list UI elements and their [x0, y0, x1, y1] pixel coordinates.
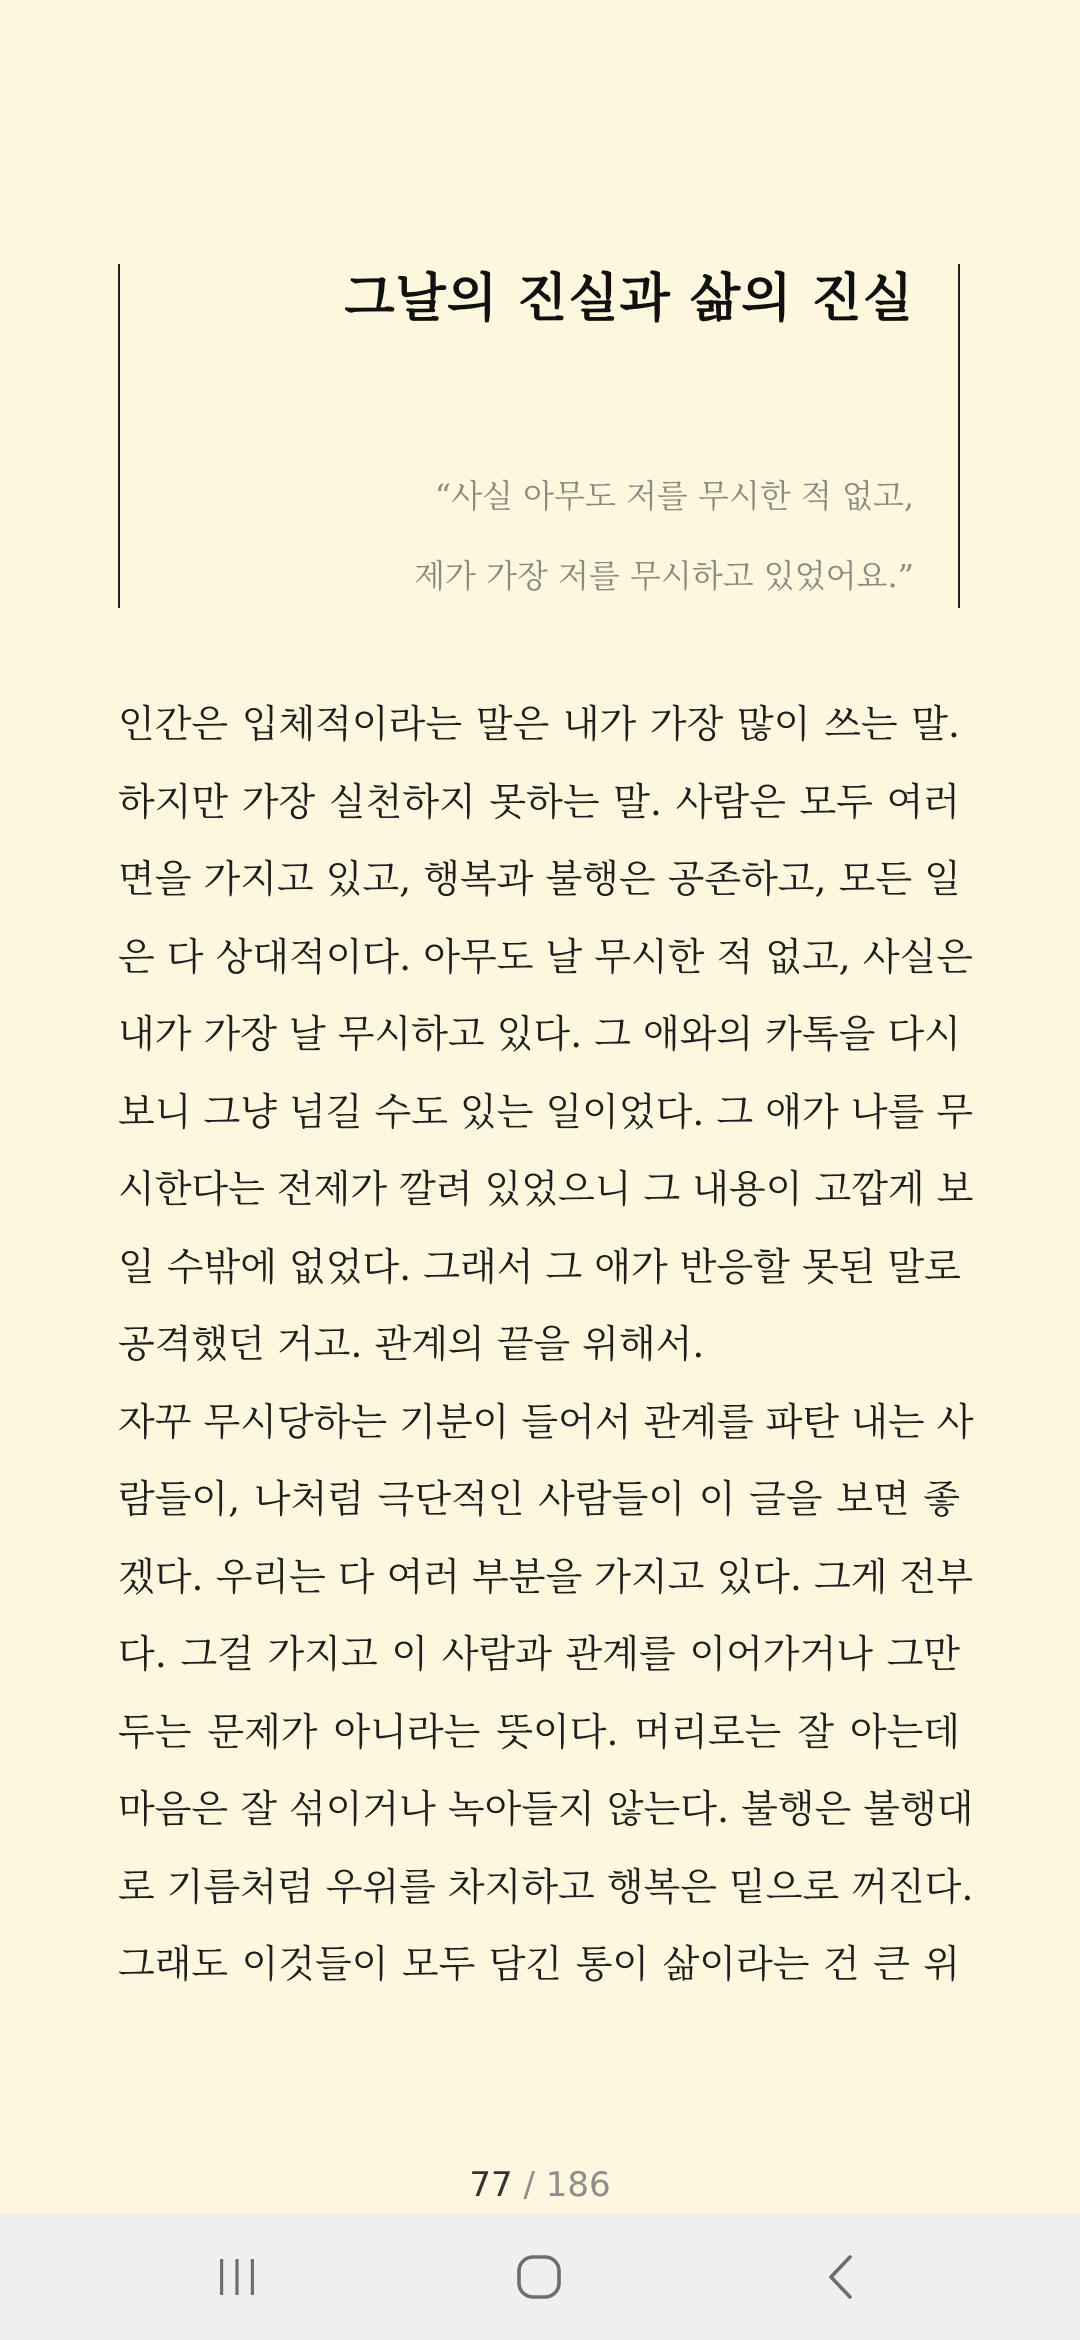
system-navigation-bar: [0, 2214, 1080, 2340]
chapter-title: 그날의 진실과 삶의 진실: [344, 268, 914, 329]
home-icon: [515, 2253, 563, 2301]
body-line: 다. 그걸 가지고 이 사람과 관계를 이어가거나 그만: [118, 1632, 960, 1676]
back-button[interactable]: [796, 2242, 886, 2312]
body-line: 자꾸 무시당하는 기분이 들어서 관계를 파탄 내는 사: [118, 1399, 974, 1444]
body-line: 두는 문제가 아니라는 뜻이다. 머리로는 잘 아는데: [118, 1709, 960, 1754]
total-pages-number: 186: [545, 2165, 611, 2205]
body-line: 보니 그냥 넘길 수도 있는 일이었다. 그 애가 나를 무: [118, 1089, 973, 1134]
chapter-epigraph: [154, 456, 914, 616]
body-line: 일 수밖에 없었다. 그래서 그 애가 반응할 못된 말로: [118, 1244, 961, 1289]
page-separator: /: [512, 2165, 546, 2205]
body-line: 내가 가장 날 무시하고 있다. 그 애와의 카톡을 다시: [118, 1012, 961, 1056]
body-line: 인간은 입체적이라는 말은 내가 가장 많이 쓰는 말.: [118, 702, 960, 746]
body-line: 마음은 잘 섞이거나 녹아들지 않는다. 불행은 불행대: [118, 1787, 974, 1831]
body-line: 면을 가지고 있고, 행복과 불행은 공존하고, 모든 일: [118, 857, 961, 901]
chapter-body[interactable]: [118, 686, 974, 2004]
chapter-header: [118, 264, 960, 608]
epigraph-line: 제가 가장 저를 무시하고 있었어요.”: [414, 557, 914, 595]
body-line: 은 다 상대적이다. 아무도 날 무시한 적 없고, 사실은: [118, 934, 973, 979]
body-line: 하지만 가장 실천하지 못하는 말. 사람은 모두 여러: [118, 779, 960, 824]
body-line: 그래도 이것들이 모두 담긴 통이 삶이라는 건 큰 위: [118, 1942, 960, 1986]
body-line: 로 기름처럼 우위를 차지하고 행복은 밑으로 꺼진다.: [118, 1864, 974, 1909]
body-line: 시한다는 전제가 깔려 있었으니 그 내용이 고깝게 보: [118, 1167, 974, 1211]
body-line: 공격했던 거고. 관계의 끝을 위해서.: [118, 1322, 705, 1366]
back-icon: [819, 2253, 863, 2301]
home-button[interactable]: [494, 2242, 584, 2312]
current-page-number: 77: [469, 2165, 513, 2205]
body-line: 람들이, 나처럼 극단적인 사람들이 이 글을 보면 좋: [118, 1477, 960, 1521]
page-indicator: [0, 2162, 1080, 2208]
epigraph-line: “사실 아무도 저를 무시한 적 없고,: [434, 477, 914, 515]
recents-icon: [215, 2255, 259, 2299]
recents-button[interactable]: [192, 2242, 282, 2312]
body-line: 겠다. 우리는 다 여러 부분을 가지고 있다. 그게 전부: [118, 1554, 973, 1599]
